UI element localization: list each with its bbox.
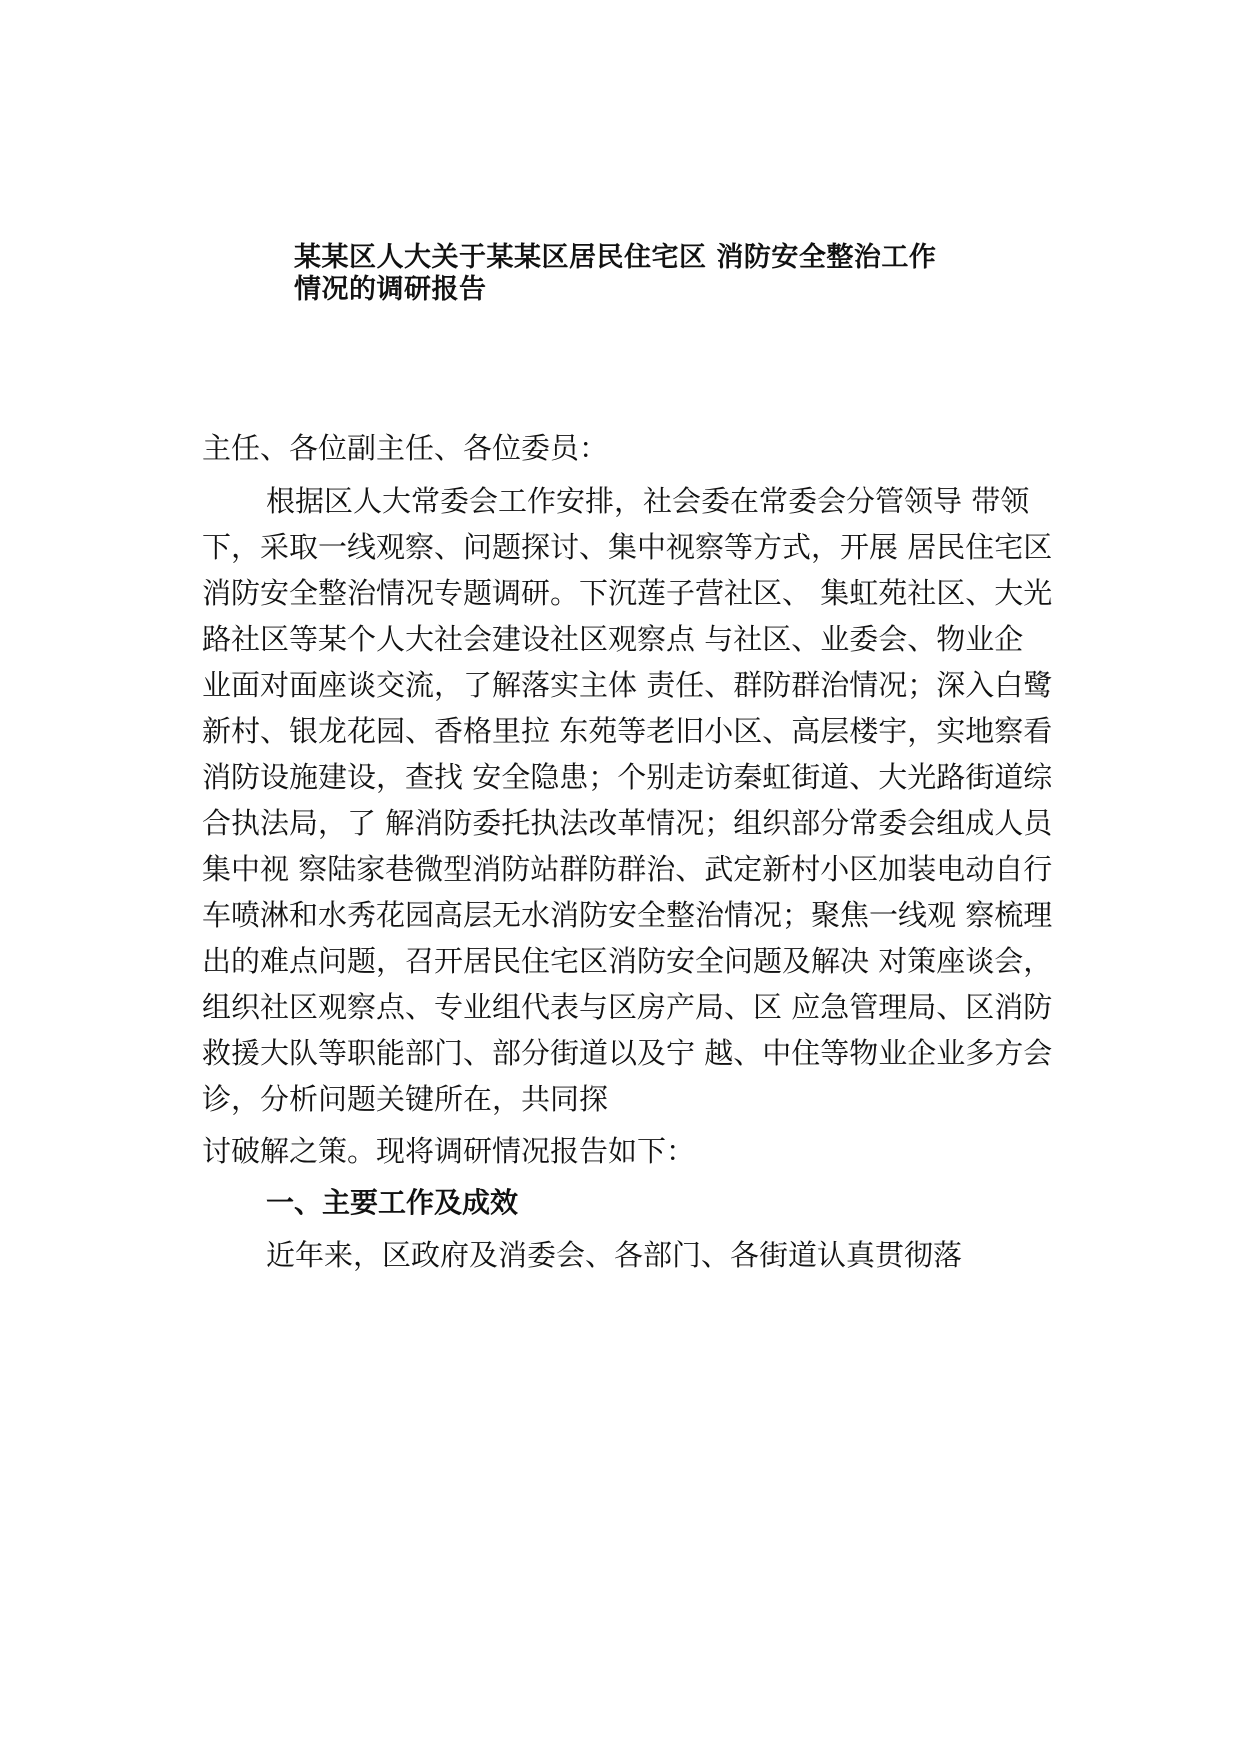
paragraph-line: 路社区等某个人大社会建设社区观察点 与社区、业委会、物业企 (202, 622, 1024, 656)
title-line: 情况的调研报告 (294, 274, 487, 305)
paragraph-continuation: 讨破解之策。现将调研情况报告如下： (202, 1134, 696, 1168)
paragraph-line: 业面对面座谈交流，了解落实主体 责任、群防群治情况；深入白鹭 (202, 668, 1053, 702)
paragraph-line: 救援大队等职能部门、部分街道以及宁 越、中住等物业企业多方会 (202, 1036, 1053, 1070)
paragraph-line: 组织社区观察点、专业组代表与区房产局、区 应急管理局、区消防 (202, 990, 1053, 1024)
paragraph-line: 消防安全整治情况专题调研。下沉莲子营社区、 集虹苑社区、大光 (202, 576, 1053, 610)
document-title (294, 242, 1014, 306)
paragraph-line: 诊，分析问题关键所在，共同探 (202, 1082, 609, 1116)
paragraph-line: 出的难点问题，召开居民住宅区消防安全问题及解决 对策座谈会， (202, 944, 1053, 978)
section-heading: 一、主要工作及成效 (266, 1186, 519, 1219)
paragraph-line: 根据区人大常委会工作安排，社会委在常委会分管领导 带领 (266, 484, 1030, 518)
paragraph-line: 消防设施建设，查找 安全隐患；个别走访秦虹街道、大光路街道综 (202, 760, 1053, 794)
paragraph-line: 下，采取一线观察、问题探讨、集中视察等方式，开展 居民住宅区 (202, 530, 1053, 564)
salutation: 主任、各位副主任、各位委员： (202, 431, 609, 465)
paragraph-line: 合执法局，了 解消防委托执法改革情况；组织部分常委会组成人员 (202, 806, 1053, 840)
paragraph-line: 车喷淋和水秀花园高层无水消防安全整治情况；聚焦一线观 察梳理 (202, 898, 1053, 932)
paragraph-line: 集中视 察陆家巷微型消防站群防群治、武定新村小区加装电动自行 (202, 852, 1053, 886)
title-line: 某某区人大关于某某区居民住宅区 消防安全整治工作 (294, 242, 937, 273)
paragraph-line: 新村、银龙花园、香格里拉 东苑等老旧小区、高层楼宇，实地察看 (202, 714, 1053, 748)
section-paragraph: 近年来，区政府及消委会、各部门、各街道认真贯彻落 (266, 1238, 963, 1272)
body-paragraph (202, 478, 1062, 1122)
